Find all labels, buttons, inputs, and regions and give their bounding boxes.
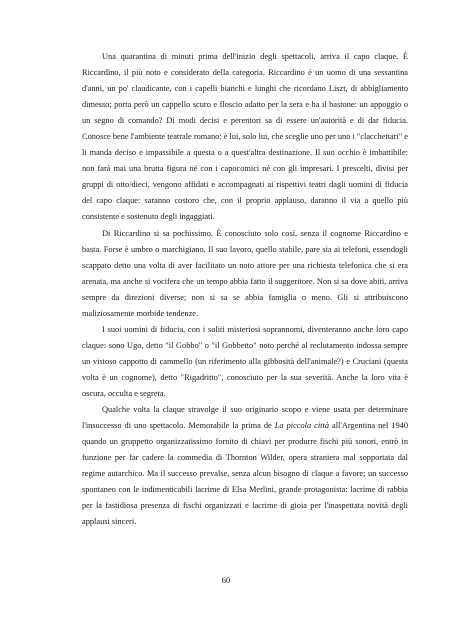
page-number: 60 xyxy=(221,575,231,585)
paragraph-riccardino: Di Riccardino si sa pochissimo. È conosciuto solo così, senza il cognome Riccardino e basta. Forse è umbro o marchigiano. Il suo lavoro, quello stabile, pare sia ai telefoni, essendogli scappato detto una volta di aver facilitato un noto attore per una richiesta telefonica che si era arenata, ma anche si vocifera che un tempo abbia fatto il suggeritore. Non si sa dove abiti, arriva sempre da direzioni diverse; non si sa se abbia famiglia o meno. Gli si attribuiscono maliziosamente morbide tendenze. xyxy=(82,228,408,318)
paragraph-insuccesso-part-2: all'Argentina nel 1940 quando un gruppetto organizzatissimo fornito di chiavi per produrre fischi più sonori, entrò in funzione per far cadere la commedia di Thornton Wilder, opera straniera mal sopportata dal regime autarchico. Ma il successo prevalse, senza alcun bisogno di claque a favore; un successo spontaneo con le indimenticabili lacrime di Elsa Merlini, grande protagonista: lacrime di rabbia per la fastidiosa presenza di fischi organizzati e lacrime di gioia per l'inaspettata novità degli applausi sinceri. xyxy=(82,421,409,527)
paragraph-insuccesso-part-1: Qualche volta la claque stravolge il suo originario scopo e viene usata per determinare l'insuccesso di uno spettacolo. Memorabile la prima de xyxy=(82,405,408,431)
paragraph-insuccesso xyxy=(82,402,408,530)
paragraph-capo-claque: Una quarantina di minuti prima dell'inizio degli spettacoli, arriva il capo claque. È Riccardino, il più noto e considerato della categoria. Riccardino è un uomo di una sessantina d'anni, un po' claudicante, con i capelli bianchi e lunghi che ricordano Liszt, di abbigliamento dimesso; porta però un cappello scuro e floscio adatto per la sera e ha il bastone: un appoggio o un segno di comando? Di modi decisi e perentori sa di essere un'autorità e di dar fiducia. Conosce bene l'ambiente teatrale romano: è lui, solo lui, che sceglie uno per uno i "clacchettari" e li manda deciso e impassibile a questa o a quest'altra destinazione. Il suo occhio è imbattibile: non farà mai una brutta figura né con i capocomici né con gli impresari. I prescelti, divisi per gruppi di otto/dieci, vengono affidati e accompagnati ai rispettivi teatri dagli uomini di fiducia del capo claque: saranno costoro che, con il proprio applauso, daranno il via a quello più consistente e sostenuto degli ingaggiati. xyxy=(82,52,408,222)
body-text xyxy=(82,49,408,530)
paragraph-uomini-fiducia: I suoi uomini di fiducia, con i soliti misteriosi soprannomi, diventeranno anche loro capo claque: sono Ugo, detto "il Gobbo" o "il Gobbetto" noto perché al reclutamento indossa sempre un vistoso cappotto di cammello (un riferimento alla gibbosità dell'animale?) e Cruciani (questa volta è un cognome), detto "Rigadritto", conosciuto per la sua severità. Anche la loro vita è oscura, occulta e segreta. xyxy=(82,324,408,398)
play-title: La piccola città xyxy=(274,421,329,431)
